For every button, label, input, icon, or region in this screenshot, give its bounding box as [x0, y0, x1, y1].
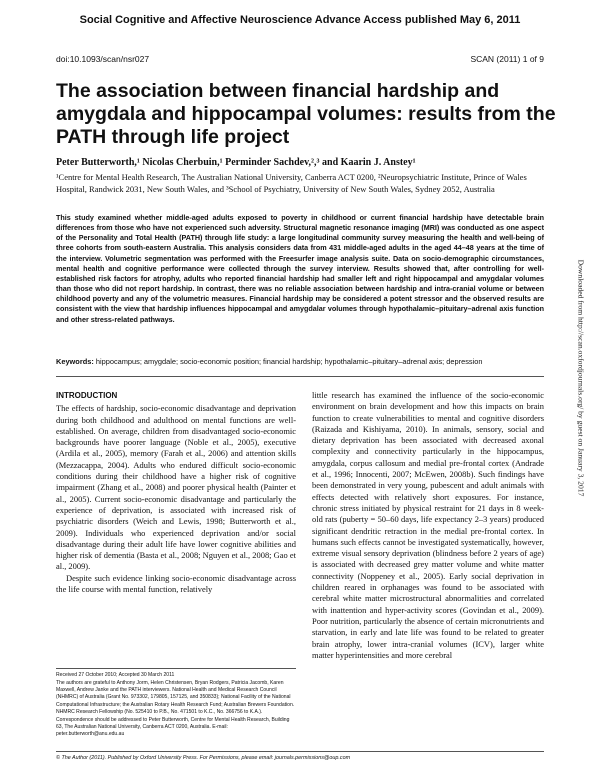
download-side-note — [574, 188, 588, 568]
download-side-note-text[interactable]: Downloaded from http://scan.oxfordjournals.org/ by guest on January 3, 2017 — [576, 259, 586, 497]
keywords-label: Keywords: — [56, 357, 94, 366]
page-reference: SCAN (2011) 1 of 9 — [470, 54, 544, 64]
copyright-divider — [56, 751, 544, 752]
copyright-notice: © The Author (2011). Published by Oxford University Press. For Permissions, please email: journals.permissions@oup.com — [56, 755, 351, 761]
footnote-correspondence: Correspondence should be addressed to Peter Butterworth, Centre for Mental Health Research, Building 63, The Australian National University, Canberra ACT 0200, Australia. E-mail: peter.butterworth@anu.edu.au — [56, 716, 290, 738]
right-column — [312, 390, 544, 661]
footnote-divider — [56, 668, 296, 669]
left-column — [56, 390, 296, 595]
intro-paragraph-continued: little research has examined the influence of the socio-economic environment on brain development and how this impacts on brain function to create vulnerabilities to mental and cognitive disorders (Raizada and Kishiyama, 2010). In animals, sensory, social and dietary deprivation has been associated with decreased axonal complexity and connectivity particularly in the hippocampus, amygdala, corpus callosum and medial pre-frontal cortex (Andrade et al., 1996; Innocenti, 2007; McEwen, 2008b). Such findings have been demonstrated in very young, pubescent and adult animals with effects detected with relatively short exposures. For instance, chronic stress initiated by physical restraint for 21 days in 8 week-old rats (puberty = 50–60 days, life expectancy 2–3 years) produced significant dendritic retraction in the medial pre-frontal cortex. In humans such effects cannot be investigated systematically, however, extreme visual sensory deprivation (blindness before 2 years of age) is associated with decreased grey matter volume and white matter connectivity (Noppeney et al., 2005). Early social deprivation in children reared in orphanages was found to be associated with cerebral white matter microstructural abnormalities and correlated with inattention and hyper-activity scores (Govindan et al., 2009). Poor nutrition, particularly the absence of certain micronutrients and starvation, in early and late life was found to be related to greater brain atrophy, lower intra-cranial volumes (ICV), larger white matter hyperintensities and more cerebral — [312, 390, 544, 660]
article-title: The association between financial hardship and amygdala and hippocampal volumes: results from the PATH through life project — [56, 80, 556, 148]
section-heading-introduction: INTRODUCTION — [56, 391, 118, 400]
keywords-line — [56, 357, 556, 366]
doi-link[interactable]: doi:10.1093/scan/nsr027 — [56, 54, 150, 64]
footnote-received-accepted: Received 27 October 2010; Accepted 30 March 2011 — [56, 672, 175, 678]
intro-paragraph-2: Despite such evidence linking socio-economic disadvantage across the life course with mental function, relatively — [56, 572, 296, 595]
section-divider — [56, 376, 544, 377]
author-affiliations: ¹Centre for Mental Health Research, The Australian National University, Canberra ACT 0200, ²Neuropsychiatric Institute, Prince of Wales Hospital, Randwick 2031, New South Wales, and ³School of Psychiatry, University of New South Wales, Sydney 2052, Australia — [56, 172, 527, 194]
footnotes — [56, 672, 296, 739]
keywords-list: hippocampus; amygdale; socio-economic position; financial hardship; hypothalamic–pituitary–adrenal axis; depression — [95, 357, 483, 366]
abstract: This study examined whether middle-aged adults exposed to poverty in childhood or current financial hardship have detectable brain differences from those who have not experienced such adversity. Structural magnetic resonance imaging (MRI) was conducted as one aspect of the Personality and Total Health (PATH) through life study: a large longitudinal community survey measuring the health and well-being of three cohorts from south-eastern Australia. This analysis considers data from 431 middle-aged adults in the aged 44–48 years at the time of the interview. Volumetric segmentation was performed with the Freesurfer image analysis suite. Data on socio-demographic circumstances, mental health and cognitive performance were collected through the survey interview. Results showed that, after controlling for well-established risk factors for atrophy, adults who reported financial hardship had smaller left and right hippocampal and amygdalar volumes than those who did not report hardship. In contrast, there was no reliable association between hardship and intra-cranial volume or between childhood poverty and any of the volumetric measures. Financial hardship may be considered a potent stressor and the observed results are consistent with the view that hardship influences hippocampal and amygdalar volumes through hypothalamic–pituitary–adrenal axis function and other stress-related pathways. — [56, 213, 544, 324]
intro-paragraph-1: The effects of hardship, socio-economic disadvantage and deprivation during both childhood and adulthood on mental functions are well-established. On average, children from disadvantaged socio-economic backgrounds have poorer language (Noble et al., 2005), executive (Ardila et al., 2005), memory (Farah et al., 2006) and attention skills (Mezzacappa, 2004). Adults who endured difficult socio-economic conditions during their childhood have a higher risk of cognitive impairment (Zhang et al., 2008) and poorer physical health (Painter et al., 2005). Current socio-economic disadvantage and particularly the experience of deprivation, is associated with increased risk of psychiatric disorders (Weich and Lewis, 1998; Butterworth et al., 2009). Individuals who experienced deprivation and/or social disadvantage during their adult life have lower cognitive abilities and higher risk of dementia (Basta et al., 2008; Nguyen et al., 2008; Gao et al., 2009). — [56, 403, 296, 572]
footnote-acknowledgements: The authors are grateful to Anthony Jorm, Helen Christensen, Bryan Rodgers, Patricia Jacomb, Karen Maxwell, Andrew Janke and the PATH interviewers. National Health and Medical Research Council (NHMRC) of Australia (Grant No. 973302, 179805, 157125, and 350833); National Facility of the National Computational Infrastructure; the Australian Rotary Health Research Fund; Australian Brewers Foundation. NHMRC Research Fellowship (No. 525410 to P.B., No. 471501 to K.C., No. 366756 to K.A.). — [56, 680, 295, 715]
author-list: Peter Butterworth,¹ Nicolas Cherbuin,¹ Perminder Sachdev,²,³ and Kaarin J. Anstey¹ — [56, 157, 416, 168]
article-meta-line — [56, 54, 544, 68]
journal-advance-access-header: Social Cognitive and Affective Neuroscience Advance Access published May 6, 2011 — [79, 14, 521, 26]
